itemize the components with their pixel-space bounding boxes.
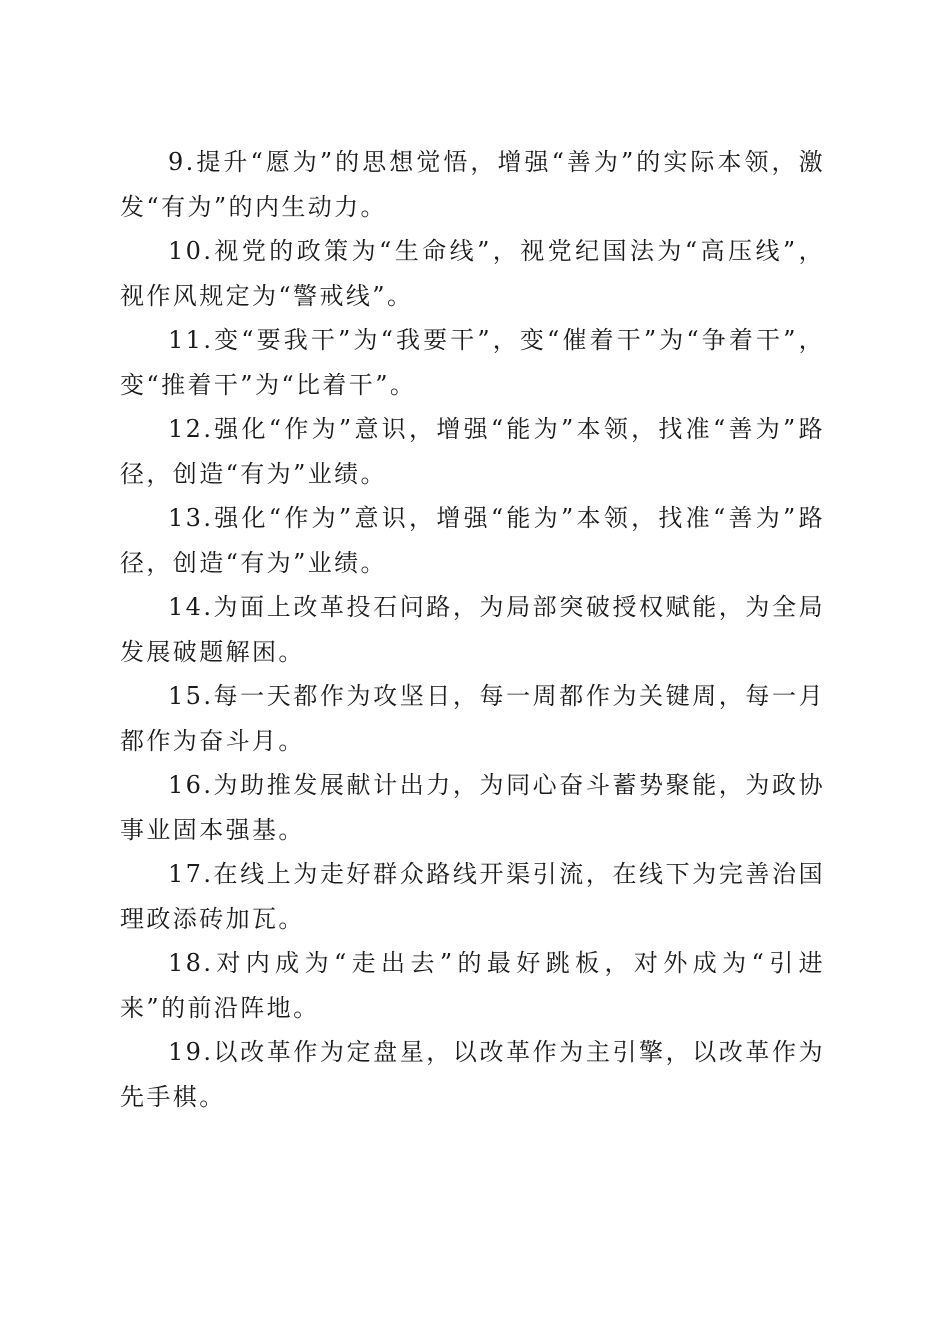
paragraph-14: 14.为面上改革投石问路，为局部突破授权赋能，为全局发展破题解困。	[120, 593, 825, 666]
paragraph-12: 12.强化“作为”意识，增强“能为”本领，找准“善为”路径，创造“有为”业绩。	[120, 415, 825, 488]
paragraph-10: 10.视党的政策为“生命线”，视党纪国法为“高压线”，视作风规定为“警戒线”。	[120, 237, 825, 310]
document-body	[120, 140, 825, 1119]
paragraph-11: 11.变“要我干”为“我要干”，变“催着干”为“争着干”，变“推着干”为“比着干”。	[120, 326, 825, 399]
paragraph-9: 9.提升“愿为”的思想觉悟，增强“善为”的实际本领，激发“有为”的内生动力。	[120, 148, 825, 221]
paragraph-16: 16.为助推发展献计出力，为同心奋斗蓄势聚能，为政协事业固本强基。	[120, 771, 825, 844]
paragraph-13: 13.强化“作为”意识，增强“能为”本领，找准“善为”路径，创造“有为”业绩。	[120, 504, 825, 577]
paragraph-17: 17.在线上为走好群众路线开渠引流，在线下为完善治国理政添砖加瓦。	[120, 860, 825, 933]
paragraph-15: 15.每一天都作为攻坚日，每一周都作为关键周，每一月都作为奋斗月。	[120, 682, 825, 755]
paragraph-19: 19.以改革作为定盘星，以改革作为主引擎，以改革作为先手棋。	[120, 1038, 825, 1111]
paragraph-18: 18.对内成为“走出去”的最好跳板，对外成为“引进来”的前沿阵地。	[120, 949, 825, 1022]
